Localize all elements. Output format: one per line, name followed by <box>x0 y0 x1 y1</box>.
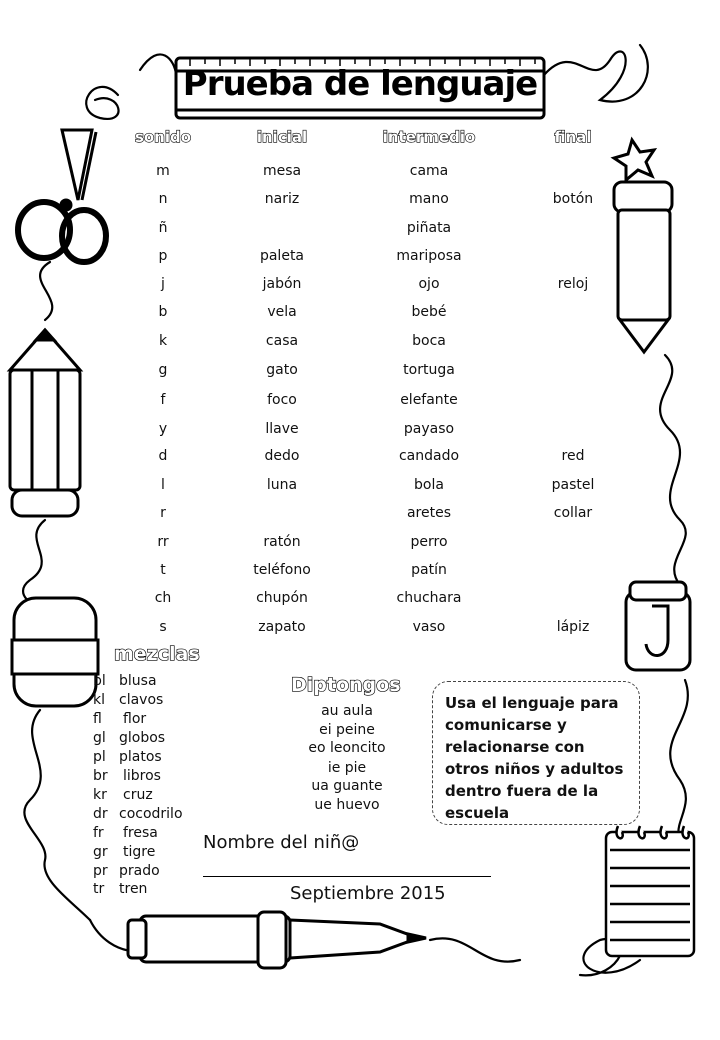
initial-cell: llave <box>265 421 299 437</box>
header-final: final <box>554 128 592 146</box>
blend-code: fl <box>93 711 102 727</box>
middle-cell: patín <box>411 562 447 578</box>
diptongos-title: Diptongos <box>291 674 401 696</box>
middle-cell: ojo <box>418 276 440 292</box>
initial-cell: nariz <box>264 191 300 207</box>
initial-cell: teléfono <box>253 562 311 578</box>
sound-cell: ñ <box>158 220 168 236</box>
sound-cell: b <box>158 304 168 320</box>
header-sonido: sonido <box>134 128 192 146</box>
final-cell: red <box>561 448 585 464</box>
page-title: Prueba de lenguaje <box>182 64 538 104</box>
middle-cell: candado <box>398 448 460 464</box>
sound-cell: p <box>158 248 168 264</box>
middle-cell: cama <box>409 163 449 179</box>
final-cell: collar <box>553 505 593 521</box>
blend-word: tigre <box>123 844 156 860</box>
list-item <box>93 692 163 708</box>
sound-cell: n <box>158 191 168 207</box>
list-item: ua guante <box>311 778 383 794</box>
initial-cell: luna <box>266 477 298 493</box>
list-item: au aula <box>321 703 373 719</box>
list-item: ei peine <box>319 722 375 738</box>
sound-cell: j <box>161 276 165 292</box>
blend-code: kr <box>93 787 107 803</box>
sound-cell: y <box>158 421 168 437</box>
final-cell: botón <box>552 191 594 207</box>
header-intermedio: intermedio <box>382 128 476 146</box>
date-label: Septiembre 2015 <box>290 883 446 904</box>
list-item: ue huevo <box>314 797 380 813</box>
mezclas-title: mezclas <box>114 643 200 665</box>
middle-cell: bebé <box>411 304 447 320</box>
list-item <box>93 844 155 860</box>
sound-cell: rr <box>157 534 169 550</box>
blend-word: platos <box>119 749 162 765</box>
list-item <box>93 863 160 879</box>
initial-cell: paleta <box>259 248 305 264</box>
objective-note: Usa el lenguaje para comunicarse y relacionarse con otros niños y adultos dentro fuera de la escuela <box>432 681 640 825</box>
child-name-label: Nombre del niñ@ <box>203 832 360 853</box>
initial-cell: dedo <box>264 448 300 464</box>
blend-code: gl <box>93 730 106 746</box>
initial-cell: gato <box>266 362 298 378</box>
list-item <box>93 787 153 803</box>
initial-cell: jabón <box>262 276 302 292</box>
list-item <box>93 711 146 727</box>
sound-cell: l <box>161 477 165 493</box>
blend-code: kl <box>93 692 105 708</box>
middle-cell: aretes <box>406 505 452 521</box>
sound-cell: ch <box>154 590 172 606</box>
initial-cell: mesa <box>262 163 302 179</box>
final-cell: pastel <box>551 477 595 493</box>
blend-word: cocodrilo <box>119 806 183 822</box>
blend-code: dr <box>93 806 108 822</box>
sound-cell: r <box>160 505 166 521</box>
middle-cell: elefante <box>400 392 458 408</box>
middle-cell: piñata <box>406 220 452 236</box>
list-item <box>93 730 165 746</box>
blend-code: pr <box>93 863 108 879</box>
blend-word: blusa <box>119 673 157 689</box>
blend-word: globos <box>119 730 166 746</box>
sound-cell: g <box>158 362 168 378</box>
header-inicial: inicial <box>256 128 308 146</box>
initial-cell: casa <box>265 333 299 349</box>
blend-word: flor <box>123 711 147 727</box>
list-item: eo leoncito <box>308 740 386 756</box>
initial-cell: ratón <box>263 534 301 550</box>
final-cell: reloj <box>557 276 589 292</box>
middle-cell: bola <box>414 477 444 493</box>
sound-cell: d <box>158 448 168 464</box>
blend-word: fresa <box>123 825 158 841</box>
initial-cell: foco <box>267 392 297 408</box>
list-item <box>93 768 161 784</box>
list-item <box>93 749 162 765</box>
middle-cell: mariposa <box>396 248 462 264</box>
blend-code: pl <box>93 749 106 765</box>
sound-cell: t <box>160 562 166 578</box>
initial-cell: chupón <box>256 590 308 606</box>
sound-cell: m <box>156 163 170 179</box>
initial-cell: zapato <box>258 619 306 635</box>
middle-cell: perro <box>410 534 448 550</box>
list-item <box>93 673 157 689</box>
blend-word: cruz <box>123 787 153 803</box>
list-item <box>93 825 158 841</box>
list-item <box>93 881 147 897</box>
blend-word: libros <box>123 768 161 784</box>
middle-cell: tortuga <box>403 362 455 378</box>
sound-cell: f <box>160 392 166 408</box>
middle-cell: mano <box>409 191 449 207</box>
blend-code: fr <box>93 825 104 841</box>
list-item: ie pie <box>327 760 367 776</box>
final-cell: lápiz <box>556 619 590 635</box>
blend-word: tren <box>119 881 148 897</box>
initial-cell: vela <box>267 304 297 320</box>
middle-cell: chuchara <box>396 590 462 606</box>
blend-code: br <box>93 768 108 784</box>
sound-cell: k <box>158 333 168 349</box>
blend-code: gr <box>93 844 108 860</box>
middle-cell: vaso <box>412 619 446 635</box>
list-item <box>93 806 183 822</box>
blend-word: prado <box>119 863 160 879</box>
middle-cell: boca <box>412 333 446 349</box>
child-name-line[interactable] <box>203 876 491 877</box>
blend-word: clavos <box>119 692 164 708</box>
blend-code: bl <box>93 673 106 689</box>
sound-cell: s <box>159 619 167 635</box>
middle-cell: payaso <box>403 421 455 437</box>
blend-code: tr <box>93 881 105 897</box>
